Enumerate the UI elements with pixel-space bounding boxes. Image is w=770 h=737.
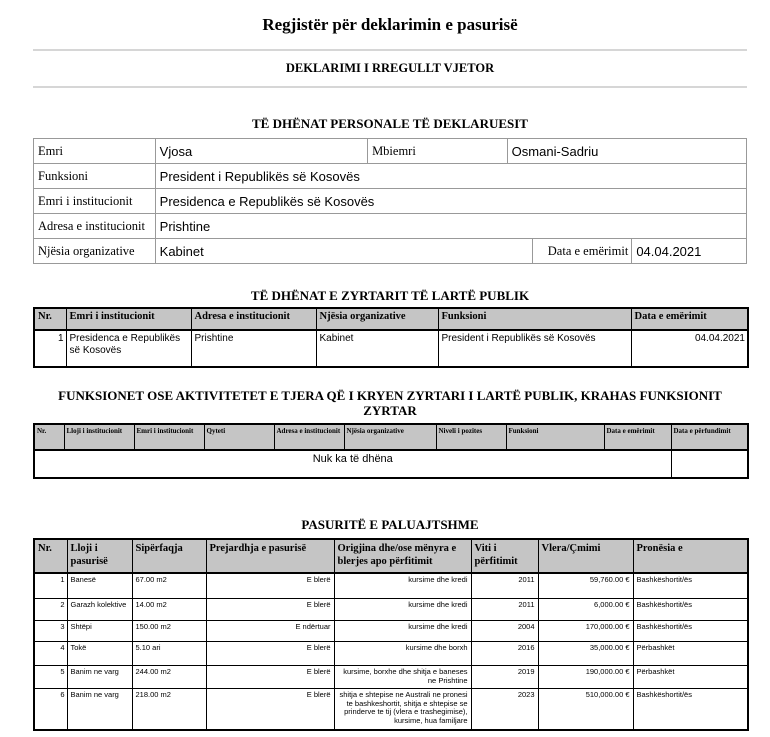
cell-ownership: Bashkëshortit/ës	[633, 599, 748, 621]
cell-property-type: Tokë	[67, 642, 132, 666]
field-value-adresa: Prishtine	[159, 218, 211, 234]
cell-area: 244.00 m2	[132, 666, 206, 689]
column-header-org-unit: Njësia organizative	[316, 308, 438, 330]
cell-origin: E blerë	[206, 642, 334, 666]
table-row	[34, 666, 748, 689]
table-row	[34, 621, 748, 642]
cell-appointment-date: 04.04.2021	[631, 330, 748, 367]
column-header-position-level: Niveli i pozites	[436, 424, 506, 450]
cell-value: 59,760.00 €	[538, 573, 633, 599]
table-row	[34, 450, 748, 478]
cell-property-type: Banesë	[67, 573, 132, 599]
cell-ownership: Bashkëshortit/ës	[633, 573, 748, 599]
cell-acquisition-manner: shitja e shtepise ne Australi ne pronesi te bashkeshortit, shitja e shtepise se prinderve te tij (vlera e trashegimise), kursime, hua familjare	[334, 689, 471, 731]
horizontal-rule	[33, 49, 747, 51]
cell-acquisition-manner: kursime dhe kredi	[334, 621, 471, 642]
field-value-mbiemri: Osmani-Sadriu	[511, 143, 599, 159]
column-header-function: Funksioni	[506, 424, 604, 450]
field-label-data-emerimit: Data e emërimit	[533, 239, 633, 263]
field-value-njesia: Kabinet	[156, 239, 533, 263]
table-header-row	[34, 424, 748, 450]
field-label-institucioni: Emri i institucionit	[34, 189, 156, 213]
cell-property-type: Garazh kolektive	[67, 599, 132, 621]
column-header-value: Vlera/Çmimi	[538, 539, 633, 573]
column-header-area: Sipërfaqja	[132, 539, 206, 573]
cell-acquisition-manner: kursime, borxhe dhe shitja e baneses ne Prishtine	[334, 666, 471, 689]
table-header-row	[34, 539, 748, 573]
field-label-mbiemri: Mbiemri	[368, 139, 508, 163]
table-row	[34, 213, 746, 238]
section-heading-other-functions: FUNKSIONET OSE AKTIVITETET E TJERA QË I KRYEN ZYRTARI I LARTË PUBLIK, KRAHAS FUNKSIONIT ZYRTAR	[58, 388, 722, 418]
column-header-org-unit: Njësia organizative	[344, 424, 436, 450]
document-subtitle: DEKLARIMI I RREGULLT VJETOR	[285, 61, 495, 75]
field-value-institucioni: Presidenca e Republikës së Kosovës	[159, 193, 375, 209]
column-header-function: Funksioni	[438, 308, 631, 330]
table-row	[34, 573, 748, 599]
column-header-property-type: Lloji i pasurisë	[67, 539, 132, 573]
cell-ownership: Përbashkët	[633, 642, 748, 666]
cell-area: 218.00 m2	[132, 689, 206, 731]
cell-area: 67.00 m2	[132, 573, 206, 599]
cell-origin: E blerë	[206, 599, 334, 621]
table-row	[34, 238, 746, 263]
section-heading-immovable-property: PASURITË E PALUAJTSHME	[301, 517, 479, 532]
cell-value: 170,000.00 €	[538, 621, 633, 642]
section-heading-official: TË DHËNAT E ZYRTARIT TË LARTË PUBLIK	[250, 288, 530, 303]
table-row	[34, 689, 748, 731]
column-header-appointment-date: Data e emërimit	[631, 308, 748, 330]
cell-ownership: Bashkëshortit/ës	[633, 621, 748, 642]
cell-acquisition-year: 2019	[471, 666, 538, 689]
column-header-nr: Nr.	[34, 539, 67, 573]
field-value-funksioni: President i Republikës së Kosovës	[159, 168, 360, 184]
cell-property-type: Shtëpi	[67, 621, 132, 642]
column-header-origin: Prejardhja e pasurisë	[206, 539, 334, 573]
column-header-institution-address: Adresa e institucionit	[191, 308, 316, 330]
column-header-institution-name: Emri i institucionit	[134, 424, 204, 450]
column-header-nr: Nr.	[34, 308, 66, 330]
cell-acquisition-year: 2004	[471, 621, 538, 642]
cell-property-type: Banim ne varg	[67, 666, 132, 689]
cell-no-data: Nuk ka të dhëna	[34, 450, 671, 478]
table-row	[34, 330, 748, 367]
cell-property-type: Banim ne varg	[67, 689, 132, 731]
column-header-city: Qyteti	[204, 424, 274, 450]
official-data-table	[33, 307, 749, 368]
field-label-njesia: Njësia organizative	[34, 239, 156, 263]
column-header-nr: Nr.	[34, 424, 64, 450]
cell-origin: E blerë	[206, 573, 334, 599]
cell-nr: 3	[34, 621, 67, 642]
cell-nr: 6	[34, 689, 67, 731]
cell-acquisition-year: 2011	[471, 573, 538, 599]
cell-acquisition-year: 2016	[471, 642, 538, 666]
cell-acquisition-year: 2023	[471, 689, 538, 731]
cell-origin: E blerë	[206, 689, 334, 731]
cell-nr: 1	[34, 330, 66, 367]
field-label-adresa: Adresa e institucionit	[34, 214, 156, 238]
column-header-acquisition-year: Viti i përfitimit	[471, 539, 538, 573]
cell-value: 6,000.00 €	[538, 599, 633, 621]
cell-institution-name: Presidenca e Republikës së Kosovës	[66, 330, 191, 367]
table-row	[34, 188, 746, 213]
other-functions-table	[33, 423, 749, 479]
field-label-funksioni: Funksioni	[34, 164, 156, 188]
column-header-appointment-date: Data e emërimit	[604, 424, 671, 450]
cell-function: President i Republikës së Kosovës	[438, 330, 631, 367]
cell-value: 510,000.00 €	[538, 689, 633, 731]
cell-empty	[671, 450, 748, 478]
column-header-institution-type: Lloji i institucionit	[64, 424, 134, 450]
field-value-emri: Vjosa	[156, 139, 368, 163]
cell-acquisition-manner: kursime dhe kredi	[334, 599, 471, 621]
cell-acquisition-manner: kursime dhe kredi	[334, 573, 471, 599]
cell-org-unit: Kabinet	[316, 330, 438, 367]
cell-nr: 5	[34, 666, 67, 689]
cell-origin: E ndërtuar	[206, 621, 334, 642]
table-row	[34, 642, 748, 666]
cell-value: 35,000.00 €	[538, 642, 633, 666]
cell-nr: 1	[34, 573, 67, 599]
document-content	[33, 0, 747, 731]
cell-acquisition-manner: kursime dhe borxh	[334, 642, 471, 666]
column-header-end-date: Data e përfundimit	[671, 424, 748, 450]
table-header-row	[34, 308, 748, 330]
column-header-institution-address: Adresa e institucionit	[274, 424, 344, 450]
column-header-acquisition-manner: Origjina dhe/ose mënyra e blerjes apo përfitimit	[334, 539, 471, 573]
cell-ownership: Bashkëshortit/ës	[633, 689, 748, 731]
immovable-property-table	[33, 538, 749, 731]
cell-value: 190,000.00 €	[538, 666, 633, 689]
field-label-emri: Emri	[34, 139, 156, 163]
cell-origin: E blerë	[206, 666, 334, 689]
table-row	[34, 139, 746, 163]
document-title: Regjistër për deklarimin e pasurisë	[262, 15, 518, 34]
table-row	[34, 599, 748, 621]
horizontal-rule	[33, 86, 747, 88]
cell-area: 5.10 ari	[132, 642, 206, 666]
cell-nr: 4	[34, 642, 67, 666]
table-row	[34, 163, 746, 188]
cell-institution-address: Prishtine	[191, 330, 316, 367]
field-value-data-emerimit: 04.04.2021	[636, 243, 702, 259]
cell-acquisition-year: 2011	[471, 599, 538, 621]
cell-area: 150.00 m2	[132, 621, 206, 642]
personal-data-table	[33, 138, 747, 264]
section-heading-personal-data: TË DHËNAT PERSONALE TË DEKLARUESIT	[252, 116, 528, 131]
column-header-ownership: Pronësia e	[633, 539, 748, 573]
column-header-institution-name: Emri i institucionit	[66, 308, 191, 330]
cell-ownership: Përbashkët	[633, 666, 748, 689]
cell-area: 14.00 m2	[132, 599, 206, 621]
cell-nr: 2	[34, 599, 67, 621]
